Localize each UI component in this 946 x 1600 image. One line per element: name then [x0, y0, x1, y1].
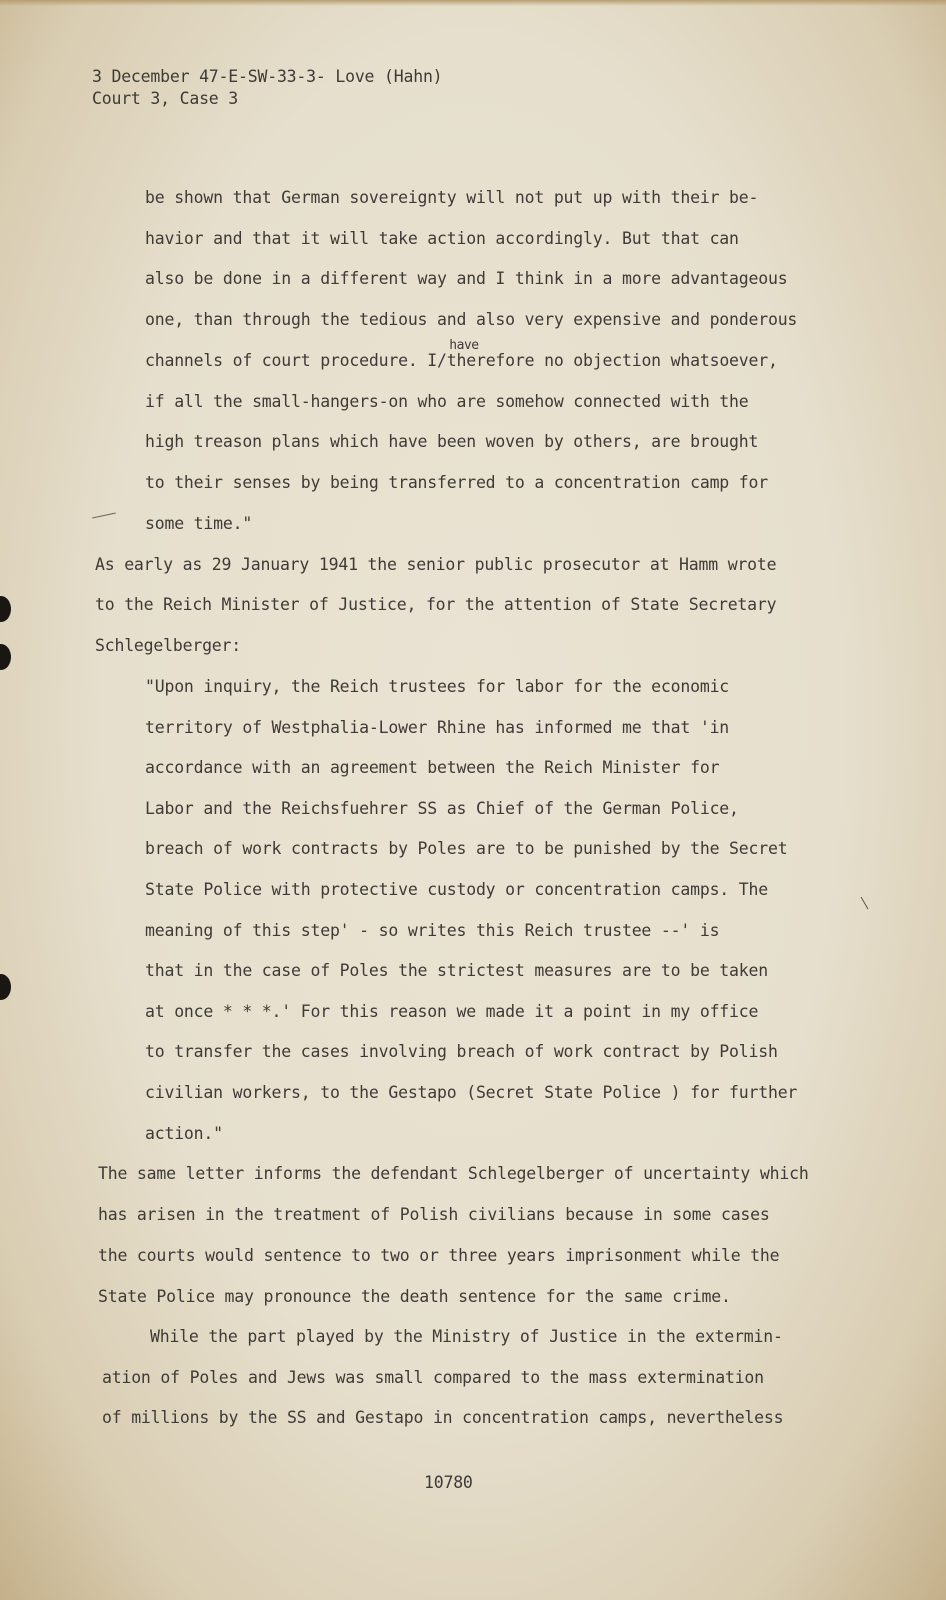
text-line: Labor and the Reichsfuehrer SS as Chief of the German Police, [145, 799, 739, 818]
text-line: one, than through the tedious and also very expensive and ponderous [145, 310, 798, 329]
text-line: of millions by the SS and Gestapo in concentration camps, nevertheless [102, 1408, 784, 1427]
punch-hole [0, 644, 11, 670]
text-line: to transfer the cases involving breach of work contract by Polish [145, 1042, 778, 1061]
pencil-mark [92, 513, 116, 519]
text-line: that in the case of Poles the strictest measures are to be taken [145, 961, 768, 980]
text-line-with-insertion [145, 338, 778, 370]
text-line: if all the small-hangers-on who are somehow connected with the [145, 392, 749, 411]
handwritten-insertion-wrap [427, 338, 479, 370]
text-segment: therefore no objection whatsoever, [446, 351, 778, 370]
text-line: the courts would sentence to two or three years imprisonment while the [98, 1246, 780, 1265]
text-line: civilian workers, to the Gestapo (Secret State Police ) for further [145, 1083, 798, 1102]
text-line: breach of work contracts by Poles are to be punished by the Secret [145, 839, 788, 858]
text-line: action." [145, 1124, 223, 1143]
text-line: to the Reich Minister of Justice, for the attention of State Secretary [95, 595, 777, 614]
pencil-mark [861, 897, 869, 910]
text-line: has arisen in the treatment of Polish civilians because in some cases [98, 1205, 770, 1224]
page-number: 10780 [424, 1473, 473, 1492]
text-line: accordance with an agreement between the Reich Minister for [145, 758, 720, 777]
text-segment: channels of court procedure. [145, 351, 428, 370]
text-line: The same letter informs the defendant Schlegelberger of uncertainty which [98, 1164, 809, 1183]
text-line: As early as 29 January 1941 the senior public prosecutor at Hamm wrote [95, 555, 777, 574]
header-court-line: Court 3, Case 3 [92, 89, 239, 108]
text-line: territory of Westphalia-Lower Rhine has informed me that 'in [145, 718, 730, 737]
text-line: be shown that German sovereignty will not put up with their be- [145, 188, 759, 207]
text-line: ation of Poles and Jews was small compared to the mass extermination [102, 1368, 764, 1387]
header-date-line: 3 December 47-E-SW-33-3- Love (Hahn) [92, 67, 443, 86]
punch-hole [0, 596, 11, 622]
text-line: meaning of this step' - so writes this Reich trustee --' is [145, 921, 720, 940]
punch-hole [0, 974, 11, 1000]
text-line: State Police with protective custody or concentration camps. The [145, 880, 768, 899]
document-header [92, 66, 442, 110]
text-line: State Police may pronounce the death sentence for the same crime. [98, 1287, 731, 1306]
paper-edge [0, 0, 946, 6]
text-line: to their senses by being transferred to a concentration camp for [145, 473, 768, 492]
text-line: Schlegelberger: [95, 636, 242, 655]
text-line: some time." [145, 514, 253, 533]
text-line: also be done in a different way and I think in a more advantageous [145, 269, 788, 288]
text-line: While the part played by the Ministry of Justice in the extermin- [150, 1327, 783, 1346]
text-line: at once * * *.' For this reason we made it a point in my office [145, 1002, 759, 1021]
text-line: havior and that it will take action accordingly. But that can [145, 229, 739, 248]
text-line: "Upon inquiry, the Reich trustees for labor for the economic [145, 677, 730, 696]
handwritten-insertion: have [449, 338, 479, 353]
text-line: high treason plans which have been woven by others, are brought [145, 432, 759, 451]
text-segment: I/ [427, 351, 447, 370]
